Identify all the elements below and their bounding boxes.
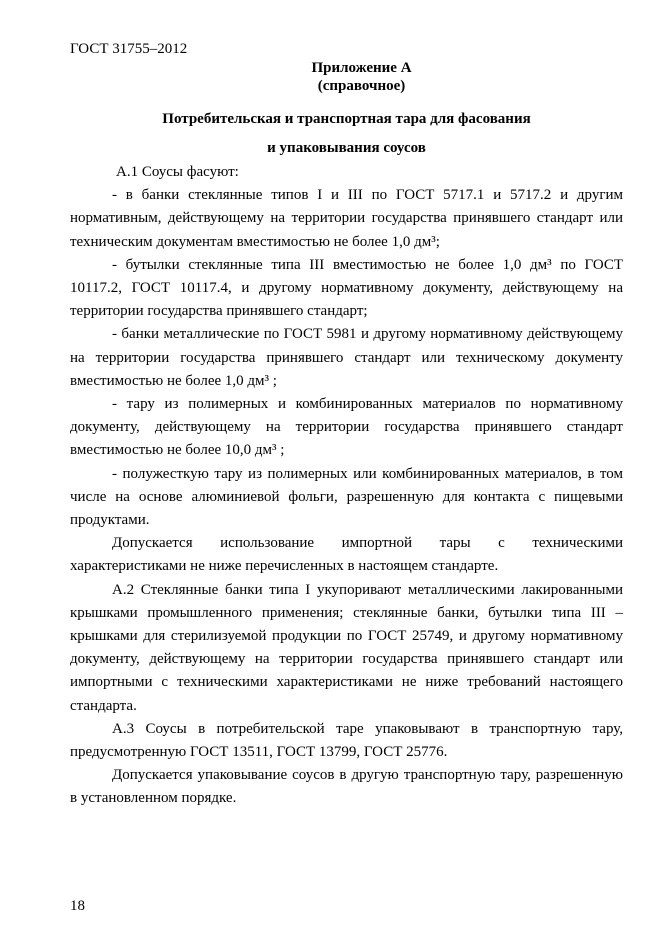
- paragraph-imported-containers: Допускается использование импортной тары с техническими характеристиками не ниже перечисленных в настоящем стандарте.: [70, 535, 623, 575]
- paragraph-polymer-containers: - тару из полимерных и комбинированных материалов по нормативному документу, действующему на территории государства принявшего стандарт вместимостью не более 10,0 дм³ ;: [70, 396, 623, 459]
- document-code: ГОСТ 31755–2012: [70, 41, 188, 57]
- paragraph-glass-jars: - в банки стеклянные типов I и III по ГОСТ 5717.1 и 5717.2 и другим нормативным, действующему на территории государства принявшего стандарт или техническим документам вместимостью не более 1,0 дм³;: [70, 187, 623, 250]
- annex-title: Приложение А: [311, 60, 412, 76]
- page-number: 18: [70, 898, 85, 914]
- paragraph-other-transport: Допускается упаковывание соусов в другую транспортную тару, разрешенную в установленном порядке.: [70, 767, 623, 807]
- annex-type: (справочное): [317, 78, 406, 94]
- paragraph-a1-intro: А.1 Соусы фасуют:: [116, 164, 239, 180]
- paragraph-metal-cans: - банки металлические по ГОСТ 5981 и другому нормативному действующему на территории государства принявшего стандарт или техническому документу вместимостью не более 1,0 дм³ ;: [70, 326, 623, 389]
- document-body: [70, 161, 623, 811]
- paragraph-glass-bottles: - бутылки стеклянные типа III вместимостью не более 1,0 дм³ по ГОСТ 10117.2, ГОСТ 10117.4, и другому нормативному документу, действующему на территории государства принявшего стандарт;: [70, 256, 623, 320]
- paragraph-a3-transport: А.3 Соусы в потребительской таре упаковывают в транспортную тару, предусмотренную ГОСТ 13511, ГОСТ 13799, ГОСТ 25776.: [70, 720, 623, 761]
- paragraph-semi-rigid-containers: - полужесткую тару из полимерных или комбинированных материалов, в том числе на основе алюминиевой фольги, разрешенную для контакта с пищевыми продуктами.: [70, 465, 623, 529]
- annex-heading-line-2: и упаковывания соусов: [267, 140, 426, 156]
- annex-heading-line-1: Потребительская и транспортная тара для фасования: [162, 111, 531, 127]
- paragraph-a2-sealing: А.2 Стеклянные банки типа I укупоривают металлическими лакированными крышками промышленного применения; стеклянные банки, бутылки типа III – крышками для стерилизуемой продукции по ГОСТ 25749, и другому нормативному документу, действующему на территории государства принявшего стандарт или импортными с техническими характеристиками не ниже требований настоящего стандарта.: [70, 581, 623, 714]
